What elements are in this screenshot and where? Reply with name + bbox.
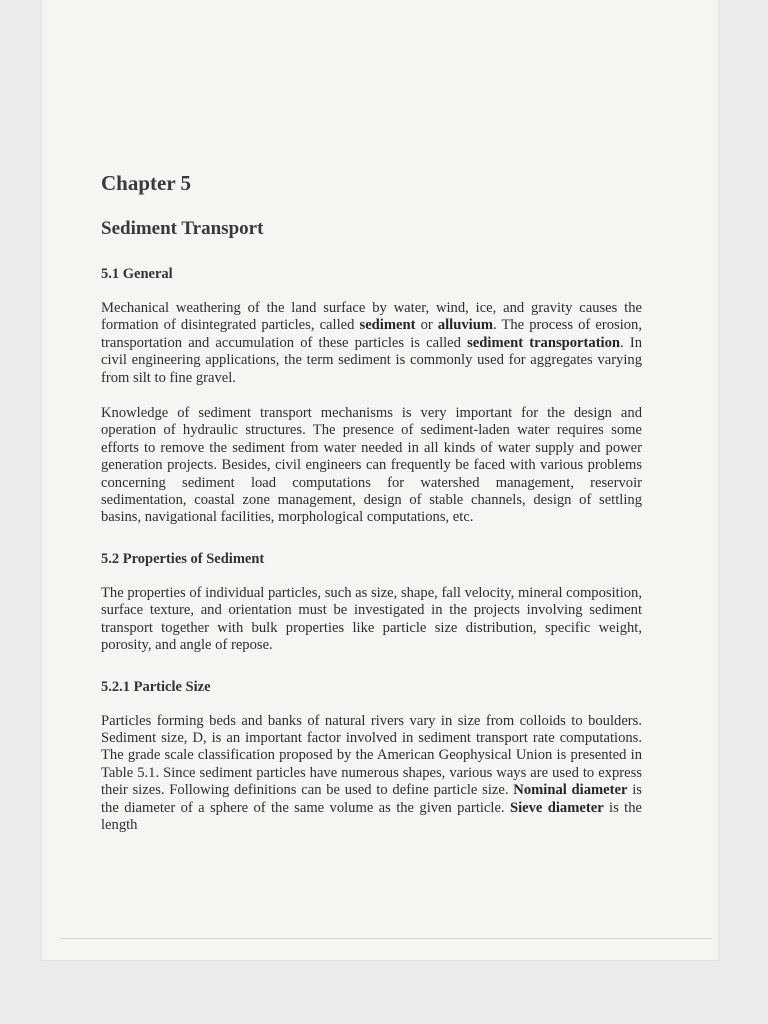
paragraph-5-1-a: Mechanical weathering of the land surface by water, wind, ice, and gravity causes the formation of disintegrated particles, called sediment or alluvium. The process of erosion, transportation and accumulation of these particles is called sediment transportation. In civil engineering applications, the term sediment is commonly used for aggregates varying from silt to fine gravel. (101, 300, 642, 386)
section-heading-5-2-1: 5.2.1 Particle Size (101, 678, 211, 695)
term-sediment-transportation: sediment transportation (467, 334, 621, 351)
term-alluvium: alluvium (437, 317, 493, 334)
section-heading-5-2: 5.2 Properties of Sediment (101, 550, 265, 567)
page-edge-line (60, 938, 712, 939)
term-sediment: sediment (359, 317, 416, 334)
term-nominal-diameter: Nominal diameter (513, 782, 628, 799)
chapter-title: Sediment Transport (101, 218, 264, 239)
section-heading-5-1: 5.1 General (101, 266, 173, 282)
paragraph-5-2-1: Particles forming beds and banks of natural rivers vary in size from colloids to boulders. Sediment size, D, is an important factor involved in sediment transport rate computations. The grade scale classification proposed by the American Geophysical Union is presented in Table 5.1. Since sediment particles have numerous shapes, various ways are used to express their sizes. Following definitions can be used to define particle size. Nominal diameter is the diameter of a sphere of the same volume as the given particle. Sieve diameter is the length (101, 712, 642, 833)
chapter-heading: Chapter 5 (101, 171, 192, 195)
document-body (101, 170, 642, 834)
paragraph-5-2: The properties of individual particles, such as size, shape, fall velocity, mineral composition, surface texture, and orientation must be investigated in the projects involving sediment transport together with bulk properties like particle size distribution, specific weight, porosity, and angle of repose. (101, 584, 642, 654)
paragraph-5-1-b: Knowledge of sediment transport mechanisms is very important for the design and operation of hydraulic structures. The presence of sediment-laden water requires some efforts to remove the sediment from water needed in all kinds of water supply and power generation projects. Besides, civil engineers can frequently be faced with various problems concerning sediment load computations for watershed management, reservoir sedimentation, coastal zone management, design of stable channels, design of settling basins, navigational facilities, morphological computations, etc. (101, 405, 642, 526)
term-sieve-diameter: Sieve diameter (509, 799, 604, 816)
